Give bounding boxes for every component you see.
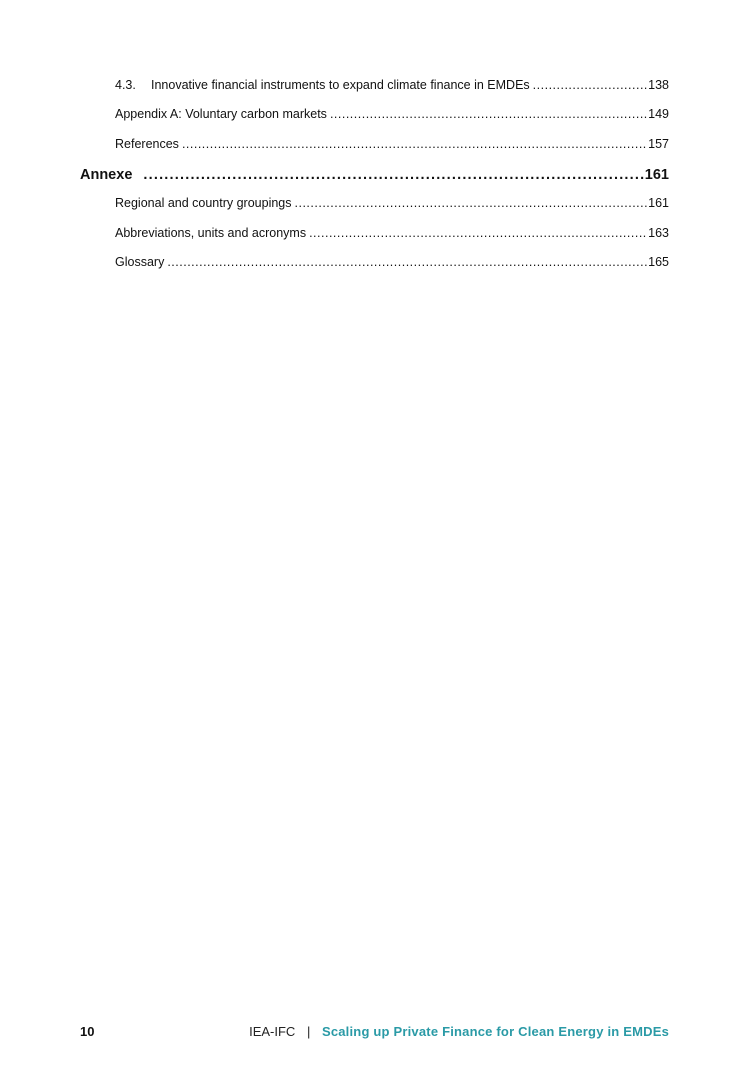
footer-org: IEA-IFC: [249, 1024, 296, 1039]
toc-entry-appendix-a[interactable]: [115, 105, 669, 123]
toc-entry-page: 157: [648, 137, 669, 151]
toc-entry-title: Innovative financial instruments to expand climate finance in EMDEs: [151, 78, 530, 92]
toc-dot-leader: [330, 105, 647, 123]
toc-entry-number: 4.3.: [115, 78, 136, 92]
toc-entry-references[interactable]: [115, 135, 669, 153]
footer-separator: |: [306, 1024, 311, 1039]
toc-entry-regional-groupings[interactable]: [115, 194, 669, 212]
toc-dot-leader: [309, 224, 647, 242]
toc-entry-title: References: [115, 137, 179, 151]
toc-entry-title: Abbreviations, units and acronyms: [115, 226, 307, 240]
toc-entry-page: 165: [648, 255, 669, 269]
toc-dot-leader: [182, 135, 647, 153]
toc-entry-abbreviations[interactable]: [115, 224, 669, 242]
toc-entry-page: 161: [644, 167, 669, 183]
toc-dot-leader: [167, 253, 647, 271]
toc-entry-page: 149: [648, 107, 669, 121]
toc-entry-page: 163: [648, 226, 669, 240]
toc-entry-page: 138: [648, 78, 669, 92]
toc-dot-leader: [533, 76, 647, 94]
toc-entry-title: Glossary: [115, 255, 165, 269]
toc-dot-leader: [143, 165, 643, 185]
toc-dot-leader: [295, 194, 648, 212]
toc-entry-title: Annexe: [80, 167, 133, 183]
page-footer: [80, 1022, 669, 1042]
toc-entry-glossary[interactable]: [115, 253, 669, 271]
footer-report-title: Scaling up Private Finance for Clean Energy in EMDEs: [321, 1024, 669, 1039]
page-number: 10: [80, 1024, 95, 1039]
toc-entry-annexe[interactable]: [80, 165, 669, 185]
toc-entry-page: 161: [648, 196, 669, 210]
toc-entry-title: Regional and country groupings: [115, 196, 292, 210]
toc-entry-4-3[interactable]: [115, 76, 669, 94]
toc-entry-title: Appendix A: Voluntary carbon markets: [115, 107, 327, 121]
footer-running-title: [249, 1022, 669, 1042]
